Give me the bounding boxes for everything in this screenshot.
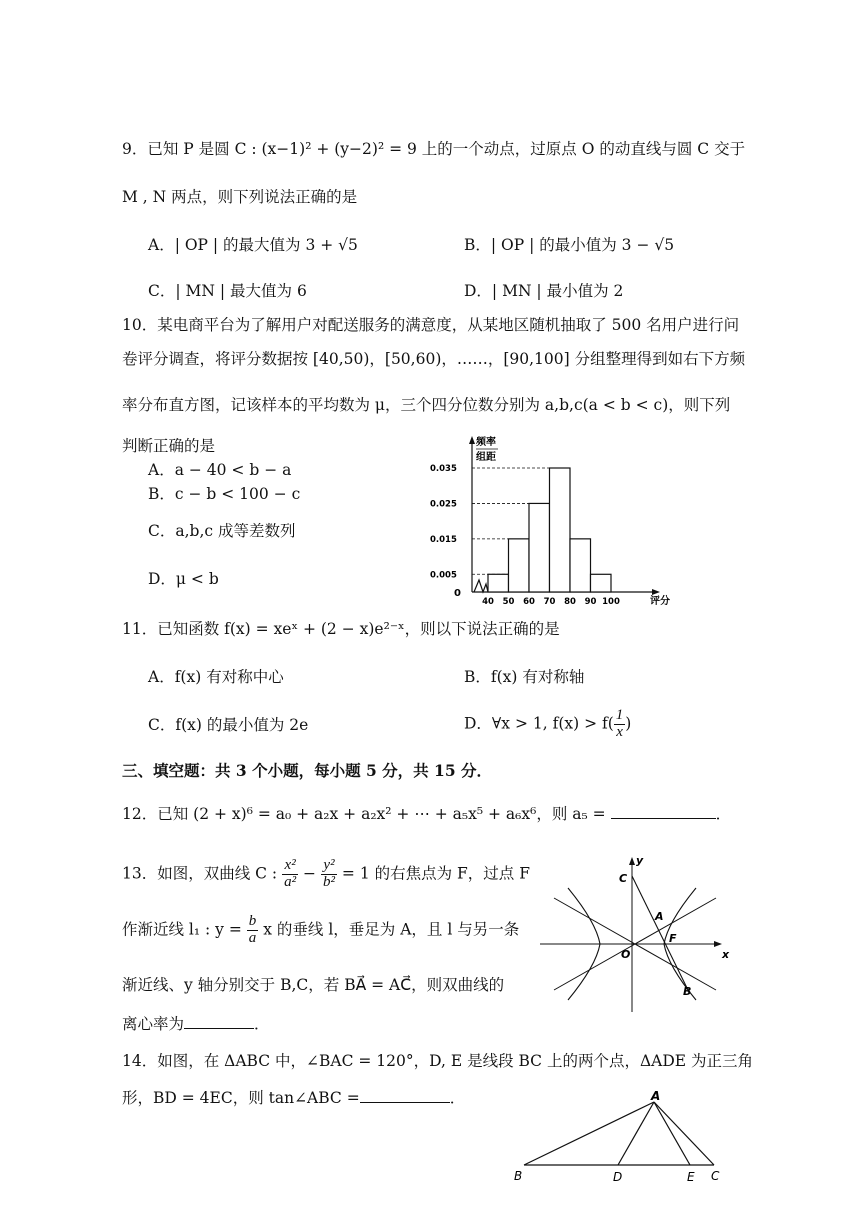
q11-option-d (464, 708, 631, 741)
label-B: B (683, 985, 692, 998)
x-tick-label: 100 (602, 597, 620, 607)
label-x: x (722, 948, 730, 961)
segment-AB (524, 1102, 654, 1165)
q14-l2-pre: 形，BD = 4EC，则 tan∠ABC = (122, 1089, 360, 1107)
y-tick-label: 0.015 (430, 534, 457, 545)
histogram-bar-[80,90) (570, 539, 591, 592)
q13-l4-post: ． (254, 1015, 270, 1033)
origin-label: 0 (454, 588, 461, 599)
hyperbola-figure (536, 852, 741, 1018)
q11-option-c: C．f(x) 的最小值为 2e (148, 716, 309, 734)
q13-frac-x2-a2 (282, 858, 298, 891)
y-tick-label: 0.025 (430, 499, 457, 510)
q11-stem: 11．已知函数 f(x) = xeˣ + (2 − x)e²⁻ˣ，则以下说法正确的是 (122, 620, 560, 638)
q14-line1: 14．如图，在 ΔABC 中，∠BAC = 120°，D, E 是线段 BC 上的两个点，ΔADE 为正三角 (122, 1052, 754, 1070)
q14-answer-blank[interactable] (360, 1088, 450, 1103)
x-tick-label: 60 (523, 597, 535, 607)
x-tick-label: 70 (543, 597, 556, 607)
segment-AD (618, 1102, 654, 1165)
q13-line3: 渐近线、y 轴分别交于 B,C，若 BA⃗ = AC⃗，则双曲线的 (122, 976, 505, 994)
q9-option-d: D．| MN | 最小值为 2 (464, 282, 624, 300)
histogram-bar-[90,100] (591, 574, 612, 592)
label-F: F (669, 932, 677, 945)
fraction-numerator: b (248, 913, 257, 929)
q9-option-b: B．| OP | 的最小值为 3 − √5 (464, 236, 675, 254)
y-axis-arrow (629, 857, 635, 865)
x-axis-label: 评分 (650, 596, 670, 607)
perpendicular-line-l (632, 876, 688, 990)
q14-line2 (122, 1088, 465, 1108)
q13-l4-pre: 离心率为 (122, 1015, 185, 1033)
q12-answer-blank[interactable] (611, 804, 716, 819)
q10-stem-line2: 卷评分调查，将评分数据按 [40,50)，[50,60)，……，[90,100] 分组整理得到如右下方频 (122, 350, 746, 368)
x-tick-label: 80 (564, 597, 576, 607)
label-O: O (621, 948, 631, 961)
q13-answer-blank[interactable] (184, 1014, 254, 1029)
label-E: E (687, 1170, 695, 1184)
q13-frac-y2-b2 (321, 858, 337, 891)
label-y: y (636, 854, 644, 867)
q10-stem-line4: 判断正确的是 (122, 437, 216, 455)
y-label-bottom: 组距 (476, 452, 496, 463)
label-C: C (711, 1169, 720, 1183)
q9-stem-line1: 9．已知 P 是圆 C : (x−1)² + (y−2)² = 9 上的一个动点，过原点 O 的动直线与圆 C 交于 (122, 140, 746, 158)
q9-stem-line2: M , N 两点，则下列说法正确的是 (122, 188, 358, 206)
y-axis-arrow (469, 436, 475, 444)
triangle-figure (508, 1090, 738, 1186)
q13-frac-b-a (247, 914, 259, 947)
q10-stem-line1: 10．某电商平台为了解用户对配送服务的满意度，从某地区随机抽取了 500 名用户进行问 (122, 316, 740, 334)
q14-l2-post: ． (449, 1089, 466, 1107)
x-tick-label: 90 (584, 597, 597, 607)
q13-line4 (122, 1014, 270, 1034)
q13-line1 (122, 858, 530, 891)
fraction-denominator: b² (322, 873, 335, 890)
q10-option-c: C．a,b,c 成等差数列 (148, 522, 296, 540)
x-tick-label: 50 (502, 597, 515, 607)
q11-option-b: B．f(x) 有对称轴 (464, 668, 585, 686)
q9-option-c: C．| MN | 最大值为 6 (148, 282, 307, 300)
histogram-bar-[40,50) (488, 574, 509, 592)
y-tick-label: 0.035 (430, 464, 457, 474)
q13-l1-post: = 1 的右焦点为 F，过点 F (341, 864, 530, 883)
x-axis-arrow (652, 589, 660, 595)
histogram-bar-[70,80) (550, 468, 571, 592)
q10-option-a: A．a − 40 < b − a (148, 461, 292, 479)
label-A: A (651, 1090, 661, 1103)
histogram-bar-[50,60) (509, 539, 530, 592)
q10-option-d: D．μ < b (148, 570, 219, 588)
y-label-top: 频率 (476, 437, 496, 448)
axis-break (474, 580, 488, 592)
q13-l1-pre: 13．如图，双曲线 C : (122, 864, 278, 883)
y-tick-label: 0.005 (430, 570, 457, 581)
q11-option-d-post: ) (625, 714, 632, 733)
fraction-denominator: a (248, 929, 257, 946)
label-C: C (619, 872, 628, 885)
label-B: B (514, 1169, 523, 1183)
q13-minus: − (303, 864, 317, 883)
q11-option-a: A．f(x) 有对称中心 (148, 668, 284, 686)
x-axis-arrow (714, 941, 722, 947)
x-tick-label: 40 (482, 597, 494, 607)
q10-option-b: B．c − b < 100 − c (148, 485, 301, 503)
fraction-numerator: x² (282, 858, 298, 875)
q11-option-d-pre: D．∀x > 1, f(x) > f( (464, 714, 614, 733)
fraction-denominator: x (616, 723, 623, 740)
fraction-numerator: y² (321, 858, 337, 875)
q13-l2-post: x 的垂线 l，垂足为 A，且 l 与另一条 (263, 920, 520, 939)
histogram-bar-[60,70) (529, 503, 550, 592)
fraction-denominator: a² (284, 873, 297, 890)
label-D: D (613, 1170, 623, 1184)
q12-text: 12．已知 (2 + x)⁶ = a₀ + a₂x + a₂x² + ⋯ + a₅x⁵ + a₆x⁶，则 a₅ = (122, 805, 606, 823)
q13-l2-pre: 作渐近线 l₁ : y = (122, 920, 242, 939)
q12-end: ． (715, 805, 732, 823)
q12-stem (122, 804, 731, 824)
section-3-title: 三、填空题：共 3 个小题，每小题 5 分，共 15 分． (122, 761, 493, 780)
q13-line2 (122, 914, 519, 947)
q10-stem-line3: 率分布直方图，记该样本的平均数为 μ，三个四分位数分别为 a,b,c(a < b < c)，则下列 (122, 396, 731, 414)
q11-option-d-fraction (614, 708, 626, 741)
q9-option-a: A．| OP | 的最大值为 3 + √5 (148, 236, 358, 254)
frequency-histogram (418, 432, 688, 610)
fraction-numerator: 1 (615, 707, 624, 723)
label-A: A (655, 910, 664, 923)
